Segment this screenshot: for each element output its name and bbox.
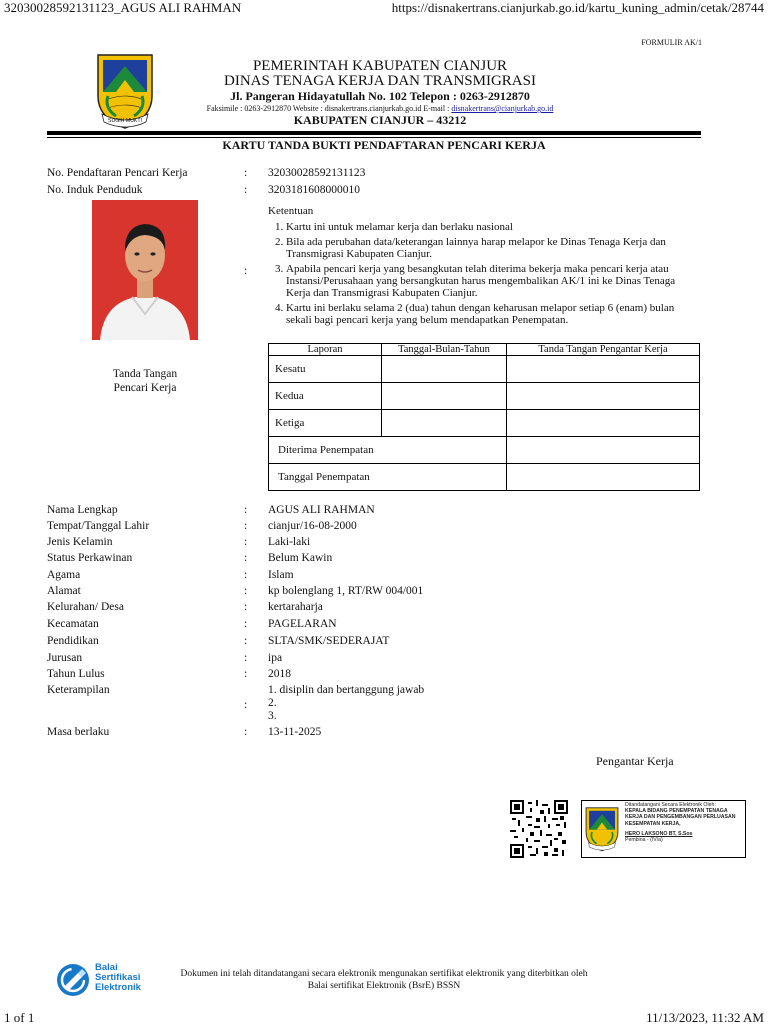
- header-divider: [47, 131, 701, 135]
- colon: :: [244, 552, 248, 564]
- row-label: Tanggal Penempatan: [269, 464, 507, 491]
- bsre-text-line: Sertifikasi: [95, 972, 141, 983]
- e-signature-rank: Pembina - (IV/a): [625, 837, 663, 844]
- table-row: [269, 464, 700, 491]
- nik-label: No. Induk Penduduk: [47, 184, 143, 196]
- field-label: Alamat: [47, 585, 81, 597]
- sign-cell: [507, 410, 700, 437]
- table-row: [269, 383, 700, 410]
- colon: :: [244, 726, 248, 738]
- reg-number-value: 32030028592131123: [268, 167, 366, 179]
- e-signature-intro: Ditandatangani Secara Elektronik Oleh:: [625, 802, 716, 808]
- religion-value: Islam: [268, 569, 294, 581]
- colon: :: [244, 699, 248, 711]
- colon: :: [244, 167, 248, 179]
- skill-item: 3.: [268, 710, 277, 722]
- nik-value: 3203181608000010: [268, 184, 360, 196]
- disclaimer-line: Balai sertifikat Elektronik (BsrE) BSSN: [307, 981, 461, 991]
- e-signature-text: [625, 802, 741, 843]
- print-datetime: 11/13/2023, 11:32 AM: [646, 1010, 764, 1025]
- col-laporan: Laporan: [269, 344, 382, 356]
- major-value: ipa: [268, 652, 283, 664]
- row-label: Kesatu: [269, 356, 382, 383]
- page-url: https://disnakertrans.cianjurkab.go.id/kartu_kuning_admin/cetak/28744: [391, 0, 764, 15]
- colon: :: [244, 601, 248, 613]
- applicant-photo: [92, 200, 198, 340]
- colon: :: [244, 635, 248, 647]
- row-label: Kedua: [269, 383, 382, 410]
- skill-item: 1. disiplin dan bertanggung jawab: [268, 684, 425, 696]
- sign-cell: [507, 464, 700, 491]
- date-cell: [382, 356, 507, 383]
- header-regency: KABUPATEN CIANJUR – 43212: [293, 113, 467, 127]
- colon: :: [244, 265, 248, 277]
- page-count: 1 of 1: [4, 1010, 35, 1025]
- colon: :: [244, 184, 248, 196]
- header-email-link[interactable]: disnakertrans@cianjurkab.go.id: [451, 104, 554, 113]
- bsre-logo-text: [95, 963, 141, 993]
- field-label: Jurusan: [47, 652, 83, 664]
- header-address: Jl. Pangeran Hidayatullah No. 102 Telepon : 0263-2912870: [230, 89, 530, 103]
- birth-value: cianjur/16-08-2000: [268, 520, 357, 532]
- colon: :: [244, 520, 248, 532]
- field-label: Status Perkawinan: [47, 552, 133, 564]
- report-table: [268, 343, 700, 491]
- e-sign-disclaimer: [150, 968, 618, 992]
- table-header-row: [269, 344, 700, 356]
- terms-item: 3. Apabila pencari kerja yang besangkutan telah diterima bekerja maka pencari kerja atau Instansi/Perusahaan yang bersangkutan harus mengembalikan AK/1 ini ke Dinas Tenaga Kerja dan Transmigrasi Kabupaten Cianjur.: [286, 263, 693, 299]
- field-label: Jenis Kelamin: [47, 536, 113, 548]
- sign-cell: [507, 437, 700, 464]
- colon: :: [244, 569, 248, 581]
- field-label: Kelurahan/ Desa: [47, 601, 124, 613]
- terms-item: 2. Bila ada perubahan data/keterangan lainnya harap melapor ke Dinas Tenaga Kerja dan Transmigrasi Kabupaten Cianjur.: [286, 236, 693, 260]
- field-label: Nama Lengkap: [47, 504, 118, 516]
- field-label: Agama: [47, 569, 81, 581]
- row-label: Diterima Penempatan: [269, 437, 507, 464]
- district-value: PAGELARAN: [268, 618, 337, 630]
- field-label: Kecamatan: [47, 618, 99, 630]
- sign-cell: [507, 356, 700, 383]
- document-title: 32030028592131123_AGUS ALI RAHMAN: [4, 0, 242, 15]
- graduation-year-value: 2018: [268, 668, 291, 680]
- cianjur-emblem-small-icon: [583, 806, 621, 852]
- e-signature-position: KEPALA BIDANG PENEMPATAN TENAGA KERJA DAN PENGEMBANGAN PERLUASAN KESEMPATAN KERJA,: [625, 808, 736, 827]
- header-contact-text: Faksimile : 0263-2912870 Website : disnakertrans.cianjurkab.go.id E-mail :: [206, 104, 452, 113]
- date-cell: [382, 410, 507, 437]
- pengantar-kerja-label: Pengantar Kerja: [596, 754, 674, 768]
- sign-cell: [507, 383, 700, 410]
- disclaimer-line: Dokumen ini telah ditandatangani secara elektronik mengunakan sertifikat elektronik yang diterbitkan oleh: [180, 969, 588, 979]
- signature-label: Tanda Tangan Pencari Kerja: [112, 368, 178, 394]
- bsre-logo-icon: [54, 962, 92, 998]
- col-tanggal: Tanggal-Bulan-Tahun: [382, 344, 507, 356]
- table-row: [269, 437, 700, 464]
- education-value: SLTA/SMK/SEDERAJAT: [268, 635, 390, 647]
- person-photo-icon: [92, 200, 198, 340]
- reg-number-label: No. Pendaftaran Pencari Kerja: [47, 167, 188, 179]
- header-contact: [40, 104, 720, 113]
- emblem-motto: SUGIH MUKTI: [107, 118, 143, 124]
- colon: :: [244, 652, 248, 664]
- bsre-text-line: Balai: [95, 962, 118, 973]
- village-value: kertaraharja: [268, 601, 323, 613]
- validity-value: 13-11-2025: [268, 726, 322, 738]
- header-agency: DINAS TENAGA KERJA DAN TRANSMIGRASI: [224, 73, 536, 89]
- date-cell: [382, 383, 507, 410]
- gender-value: Laki-laki: [268, 536, 311, 548]
- field-label: Pendidikan: [47, 635, 99, 647]
- field-label: Tempat/Tanggal Lahir: [47, 520, 150, 532]
- colon: :: [244, 585, 248, 597]
- form-code: FORMULIR AK/1: [641, 38, 702, 47]
- colon: :: [244, 536, 248, 548]
- field-label: Tahun Lulus: [47, 668, 105, 680]
- e-signature-name: HERO LAKSONO BT, S.Sos: [625, 830, 693, 837]
- field-label: Masa berlaku: [47, 726, 110, 738]
- row-label: Ketiga: [269, 410, 382, 437]
- colon: :: [244, 668, 248, 680]
- skill-item: 2.: [268, 697, 277, 709]
- terms-item: 4. Kartu ini berlaku selama 2 (dua) tahun dengan keharusan melapor setiap 6 (enam) bulan sekali bagi pencari kerja yang belum mendapatkan Penempatan.: [286, 302, 693, 326]
- bsre-text-line: Elektronik: [95, 982, 141, 993]
- marital-value: Belum Kawin: [268, 552, 333, 564]
- terms-title: Ketentuan: [268, 205, 314, 217]
- colon: :: [244, 618, 248, 630]
- full-name-value: AGUS ALI RAHMAN: [268, 504, 375, 516]
- table-row: [269, 410, 700, 437]
- terms-section: [268, 205, 693, 329]
- field-label: Keterampilan: [47, 684, 110, 696]
- qr-code-icon: [510, 800, 568, 858]
- address-value: kp bolenglang 1, RT/RW 004/001: [268, 585, 424, 597]
- table-row: [269, 356, 700, 383]
- terms-item: 1. Kartu ini untuk melamar kerja dan berlaku nasional: [286, 221, 693, 233]
- col-tanda-tangan: Tanda Tangan Pengantar Kerja: [507, 344, 700, 356]
- card-title: KARTU TANDA BUKTI PENDAFTARAN PENCARI KERJA: [222, 138, 546, 152]
- terms-list: [268, 221, 693, 326]
- header-government: PEMERINTAH KABUPATEN CIANJUR: [252, 58, 508, 74]
- colon: :: [244, 504, 248, 516]
